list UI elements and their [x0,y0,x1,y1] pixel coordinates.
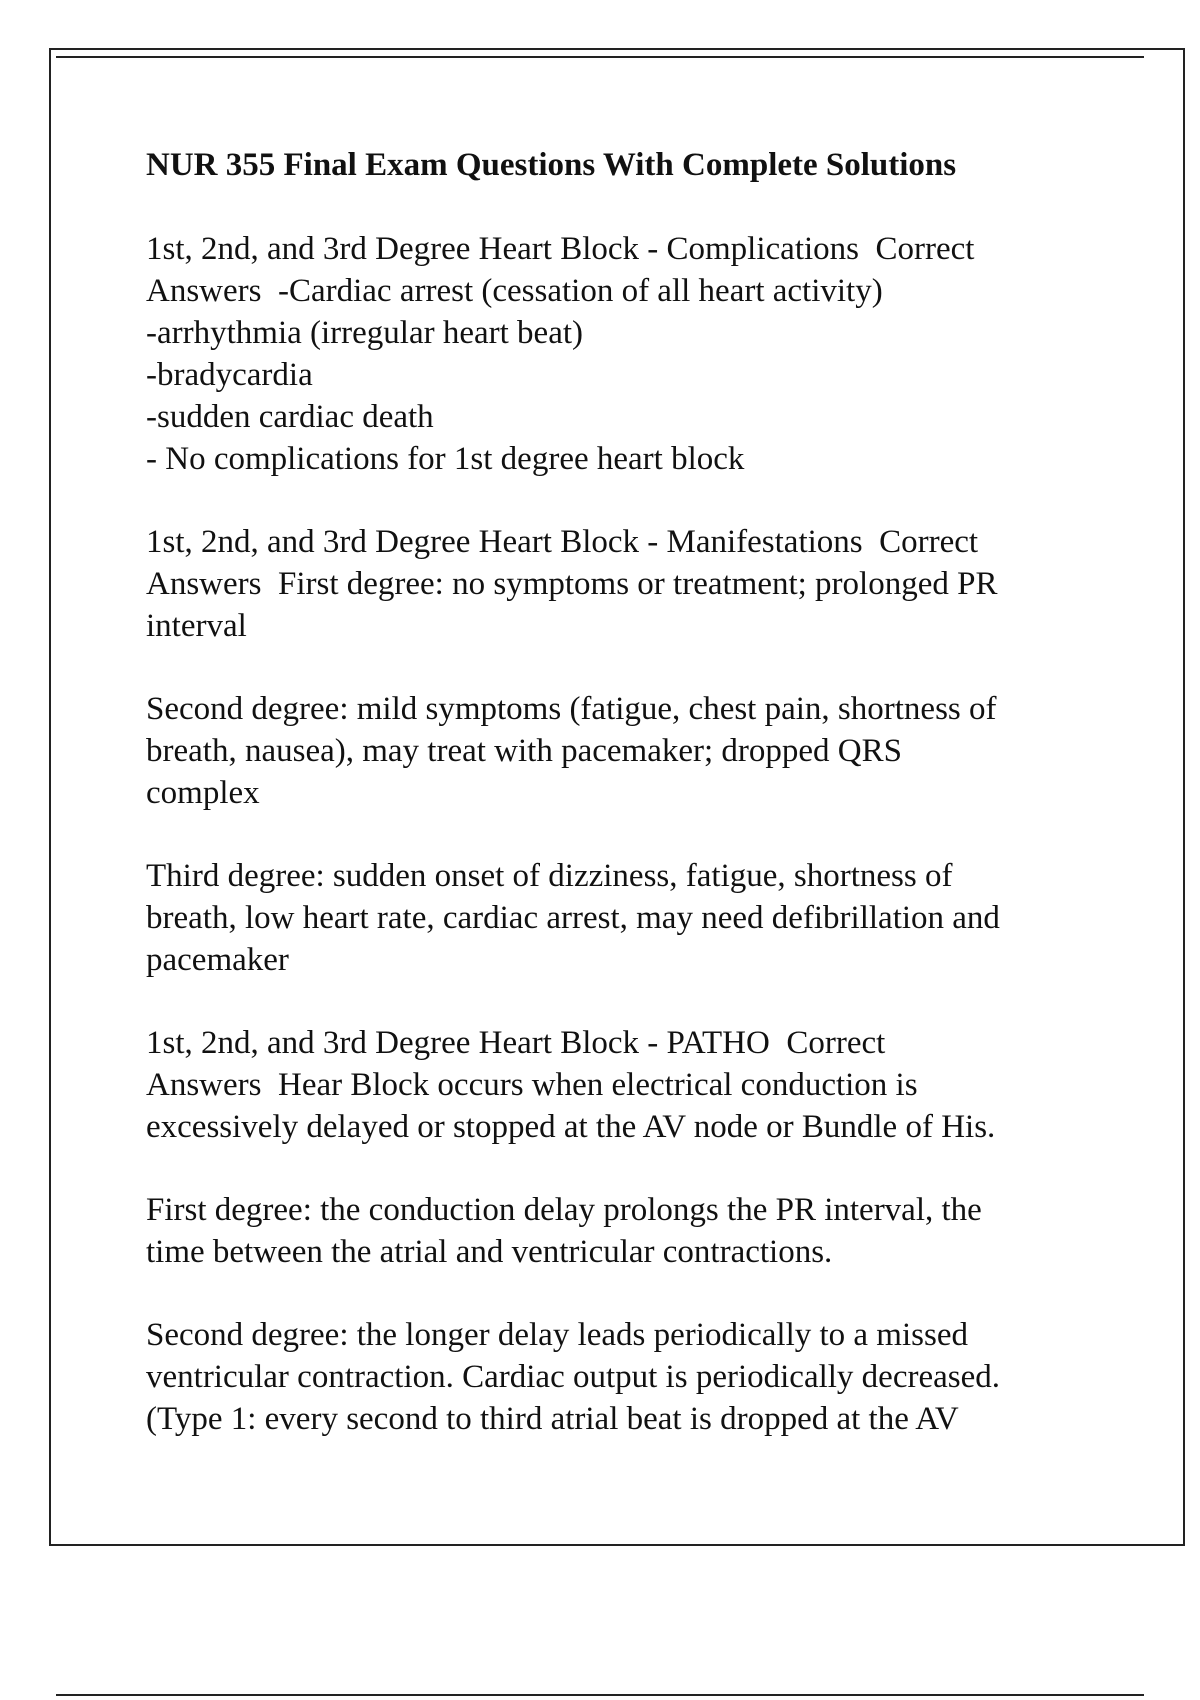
document-body [146,140,1106,1440]
paragraph-second-degree-patho: Second degree: the longer delay leads periodically to a missed ventricular contraction. Cardiac output is periodically decreased. (Type 1: every second to third atrial beat is dropped at the AV [146,1317,1000,1437]
bottom-rule-line [56,1694,1144,1696]
paragraph-second-degree-symptoms: Second degree: mild symptoms (fatigue, chest pain, shortness of breath, nausea), may treat with pacemaker; dropped QRS complex [146,691,997,811]
paragraph-patho: 1st, 2nd, and 3rd Degree Heart Block - PATHO Correct Answers Hear Block occurs when electrical conduction is excessively delayed or stopped at the AV node or Bundle of His. [146,1025,996,1145]
paragraph-complications: 1st, 2nd, and 3rd Degree Heart Block - Complications Correct Answers -Cardiac arrest (cessation of all heart activity) -arrhythmia (irregular heart beat) -bradycardia -sudden cardiac death - No complications for 1st degree heart block [146,231,975,477]
paragraph-third-degree-symptoms: Third degree: sudden onset of dizziness, fatigue, shortness of breath, low heart rate, cardiac arrest, may need defibrillation and pacemaker [146,858,1000,978]
top-rule-line [56,56,1144,58]
paragraph-manifestations: 1st, 2nd, and 3rd Degree Heart Block - Manifestations Correct Answers First degree: no symptoms or treatment; prolonged PR interval [146,524,998,644]
document-title: NUR 355 Final Exam Questions With Complete Solutions [146,147,957,183]
paragraph-first-degree-patho: First degree: the conduction delay prolongs the PR interval, the time between the atrial and ventricular contractions. [146,1192,982,1270]
